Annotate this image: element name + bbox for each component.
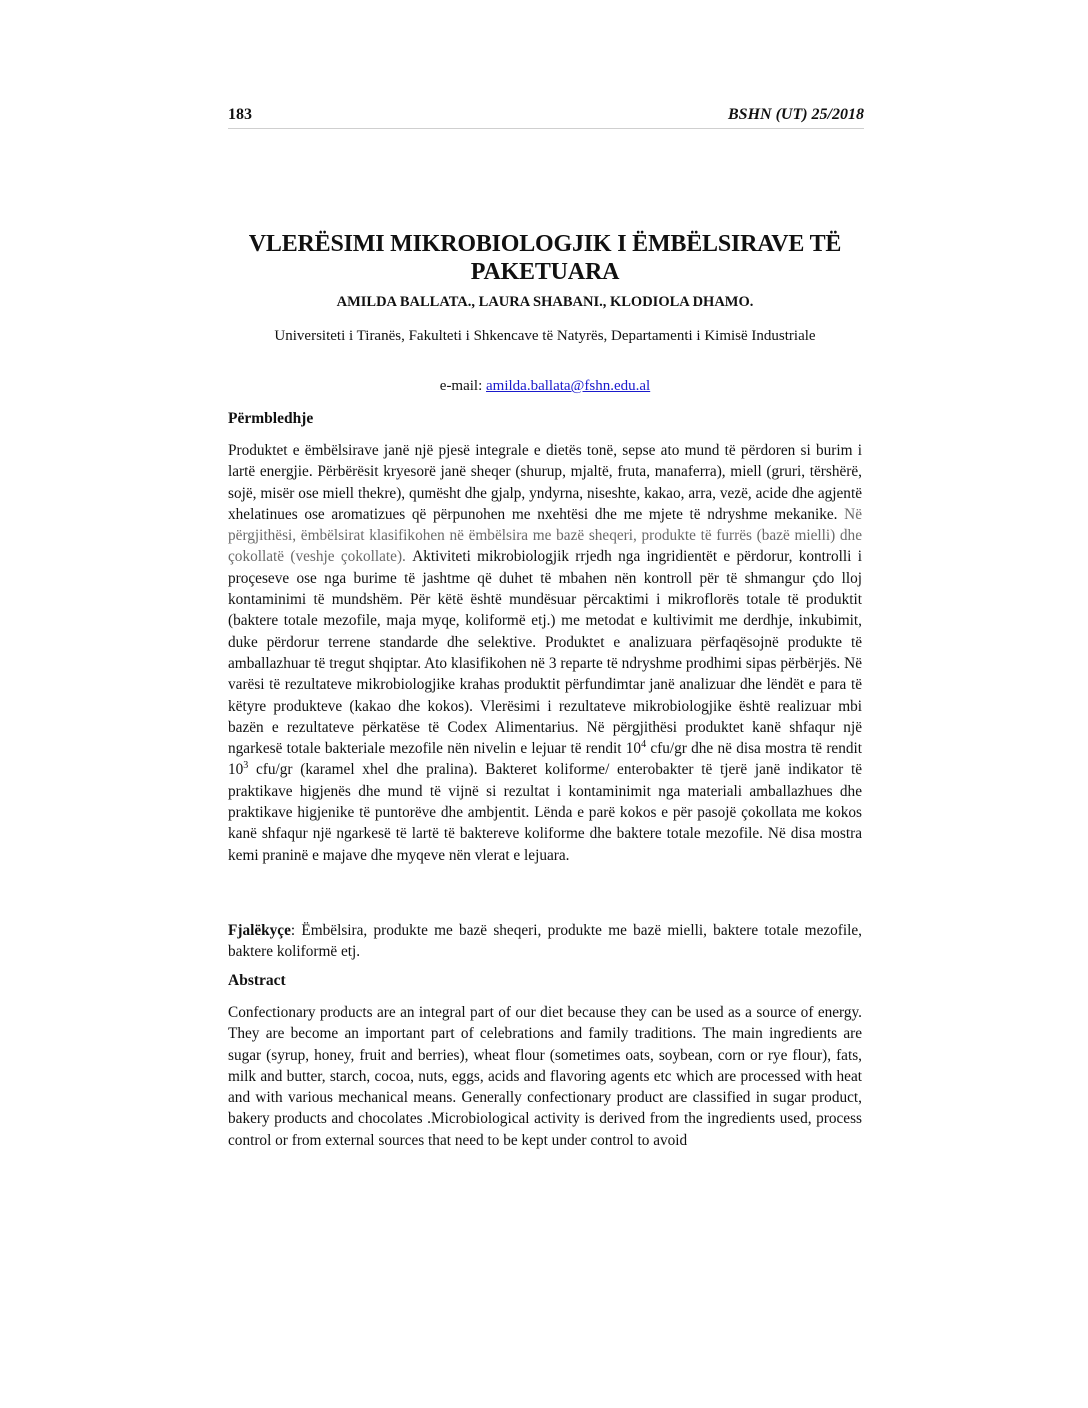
summary-text-gray: Në përgjithësi, ëmbëlsirat klasifikohen në ëmbëlsira me bazë sheqeri, produkte të furrës (bazë mielli) dhe çokollatë (veshje çokollate). <box>228 505 862 566</box>
keywords-paragraph <box>228 920 862 963</box>
summary-heading: Përmbledhje <box>228 410 314 427</box>
email-link[interactable]: amilda.ballata@fshn.edu.al <box>486 378 651 394</box>
keywords-separator: : <box>290 922 302 939</box>
keywords-label: Fjalëkyçe <box>228 922 291 939</box>
summary-text-3: cfu/gr dhe në disa mostra të rendit 10 <box>228 740 863 779</box>
email-line <box>228 378 862 395</box>
summary-text-2: Aktiviteti mikrobiologjik rrjedh nga ingridientët e përdorur, kontrolli i proçeseve ose nga burime të jashtme që duhet të mbahen nën kontroll për të shmangur çdo lloj kontaminimi të mundshëm. Për këtë është mundësuar përcaktimi i mikroflorës totale të produktit (baktere totale mezofile, maja myqe, koliformë etj.) me metodat e kultivimit me derdhje, inkubimit, duke përdorur terrene standarde dhe selektive. Produktet e analizuara përfaqësojnë produkte të amballazhuar të tregut shqiptar. Ato klasifikohen në 3 reparte të ndryshme prodhimi sipas përbërjës. Në varësi të rezultateve mikrobiologjike krahas produktit përfundimtar janë analizuar dhe lëndët e para të këtyre produkteve (kakao dhe kokos). Vlerësimi i rezultateve mikrobiologjike është realizuar mbi bazën e rezultateve përkatëse të Codex Alimentarius. Në përgjithësi produktet kanë shfaqur një ngarkesë totale bakteriale mezofile nën nivelin e lejuar të rendit 10 <box>228 548 862 758</box>
exponent-3: 3 <box>243 760 249 772</box>
running-header <box>228 106 864 129</box>
abstract-paragraph: Confectionary products are an integral part of our diet because they can be used as a source of energy. They are become an important part of celebrations and family traditions. The main ingredients are sugar (syrup, honey, fruit and berries), wheat flour (sometimes oats, soybean, corn or rye flour), fats, milk and butter, starch, cocoa, nuts, eggs, acids and flavoring agents etc which are processed with heat and with various mechanical means. Generally confectionary product are classified in sugar product, bakery products and chocolates .Microbiological activity is derived from the ingredients used, process control or from external sources that need to be kept under control to avoid <box>228 1004 862 1149</box>
authors: AMILDA BALLATA., LAURA SHABANI., KLODIOLA DHAMO. <box>336 294 754 310</box>
summary-text-4: cfu/gr (karamel xhel dhe pralina). Bakteret koliforme/ enterobakter të tjerë janë indikator të praktikave higjenës dhe mund të vijnë si rezultat i kontaminimit nga materiali amballazhues dhe praktikave higjenike të puntorëve dhe ambjentit. Lënda e parë kokos e për pasojë çokollata me kokos kanë shfaqur një ngarkesë të lartë të baktereve koliforme dhe baktere totale mezofile. Në disa mostra kemi praninë e majave dhe myqeve nën vlerat e lejuara. <box>228 761 862 864</box>
summary-text-1: Produktet e ëmbëlsirave janë një pjesë integrale e dietës tonë, sepse ato mund të përdoren si burim i lartë energjie. Përbërësit kryesorë janë sheqer (shurup, mjaltë, fruta, manaferra), miell (gruri, tërshërë, sojë, misër ose miell thekre), qumësht dhe gjalp, yndyrna, niseshte, kakao, arra, vezë, acide dhe agjentë xhelatinues ose aromatizues që përpunohen me nxehtësi dhe me mjete të ndryshme mekanike. <box>228 442 862 523</box>
page-number: 183 <box>228 106 252 123</box>
article-title: VLERËSIMI MIKROBIOLOGJIK I ËMBËLSIRAVE TË PAKETUARA <box>248 231 842 285</box>
affiliation: Universiteti i Tiranës, Fakulteti i Shkencave të Natyrës, Departamenti i Kimisë Industriale <box>274 328 816 344</box>
keywords-text: Ëmbëlsira, produkte me bazë sheqeri, produkte me bazë mielli, baktere totale mezofile, baktere koliformë etj. <box>228 922 862 961</box>
summary-paragraph <box>228 440 862 866</box>
journal-citation: BSHN (UT) 25/2018 <box>728 106 864 123</box>
email-label: e-mail: <box>439 378 487 394</box>
exponent-4: 4 <box>641 739 647 751</box>
abstract-heading: Abstract <box>228 972 286 989</box>
